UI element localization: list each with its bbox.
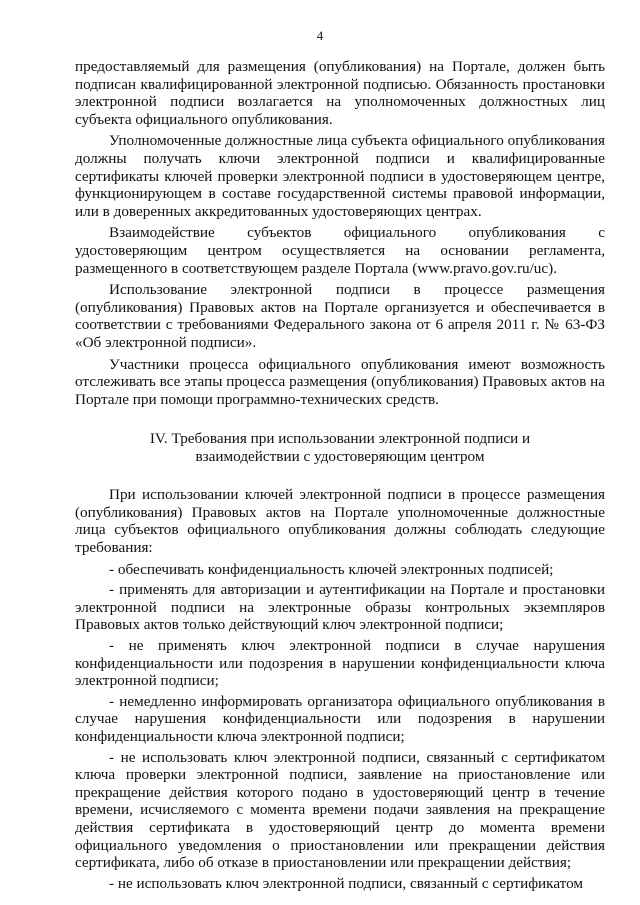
requirement-item: - применять для авторизации и аутентификации на Портале и простановки электронной подписи на электронные образы контрольных экземпляров Правовых актов только действующий ключ электронной подписи; xyxy=(75,581,605,634)
requirement-item: - немедленно информировать организатора официального опубликования в случае нарушения конфиденциальности или подозрения в нарушении конфиденциальности ключа электронной подписи; xyxy=(75,692,605,745)
paragraph: Уполномоченные должностные лица субъекта официального опубликования должны получать ключи электронной подписи и квалифицированные сертификаты ключей проверки электронной подписи в удостоверяющем центре, функционирующем в составе государственной системы правовой информации, или в доверенных аккредитованных удостоверяющих центрах. xyxy=(75,132,605,220)
paragraph: Использование электронной подписи в процессе размещения (опубликования) Правовых актов на Портале организуется и обеспечивается в соответствии с требованиями Федерального закона от 6 апреля 2011 г. № 63-ФЗ «Об электронной подписи». xyxy=(75,281,605,351)
requirement-item: - не использовать ключ электронной подписи, связанный с сертификатом xyxy=(109,874,584,892)
page-number: 4 xyxy=(316,28,324,43)
paragraph: Участники процесса официального опубликования имеют возможность отслеживать все этапы процесса размещения (опубликования) Правовых актов на Портале при помощи программно-технических средств. xyxy=(75,355,605,408)
paragraph: Взаимодействие субъектов официального опубликования с удостоверяющим центром осуществляется на основании регламента, размещенного в соответствующем разделе Портала (www.pravo.gov.ru/uc). xyxy=(75,224,605,277)
requirement-item: - обеспечивать конфиденциальность ключей электронных подписей; xyxy=(109,560,554,578)
section-heading xyxy=(75,430,605,466)
paragraph: предоставляемый для размещения (опубликования) на Портале, должен быть подписан квалифицированной электронной подписью. Обязанность простановки электронной подписи возлагается на уполномоченных должностных лиц субъекта официального опубликования. xyxy=(75,58,605,128)
section-heading-line: IV. Требования при использовании электронной подписи и xyxy=(149,430,531,448)
requirement-item: - не использовать ключ электронной подписи, связанный с сертификатом ключа проверки электронной подписи, заявление на приостановление или прекращение действия которого подано в удостоверяющий центр в течение времени, исчисляемого с момента времени подачи заявления на прекращение действия сертификата в удостоверяющий центр до момента времени официального уведомления о приостановлении или прекращении действия сертификата, либо об отказе в приостановлении или прекращении действия; xyxy=(75,748,605,872)
document-body xyxy=(75,58,605,895)
requirement-item: - не применять ключ электронной подписи в случае нарушения конфиденциальности или подозрения в нарушении конфиденциальности ключа электронной подписи; xyxy=(75,637,605,690)
intro-paragraph: При использовании ключей электронной подписи в процессе размещения (опубликования) Правовых актов на Портале уполномоченные должностные лица субъектов официального опубликования должны соблюдать следующие требования: xyxy=(75,486,605,557)
section-heading-line: взаимодействии с удостоверяющим центром xyxy=(195,448,485,466)
